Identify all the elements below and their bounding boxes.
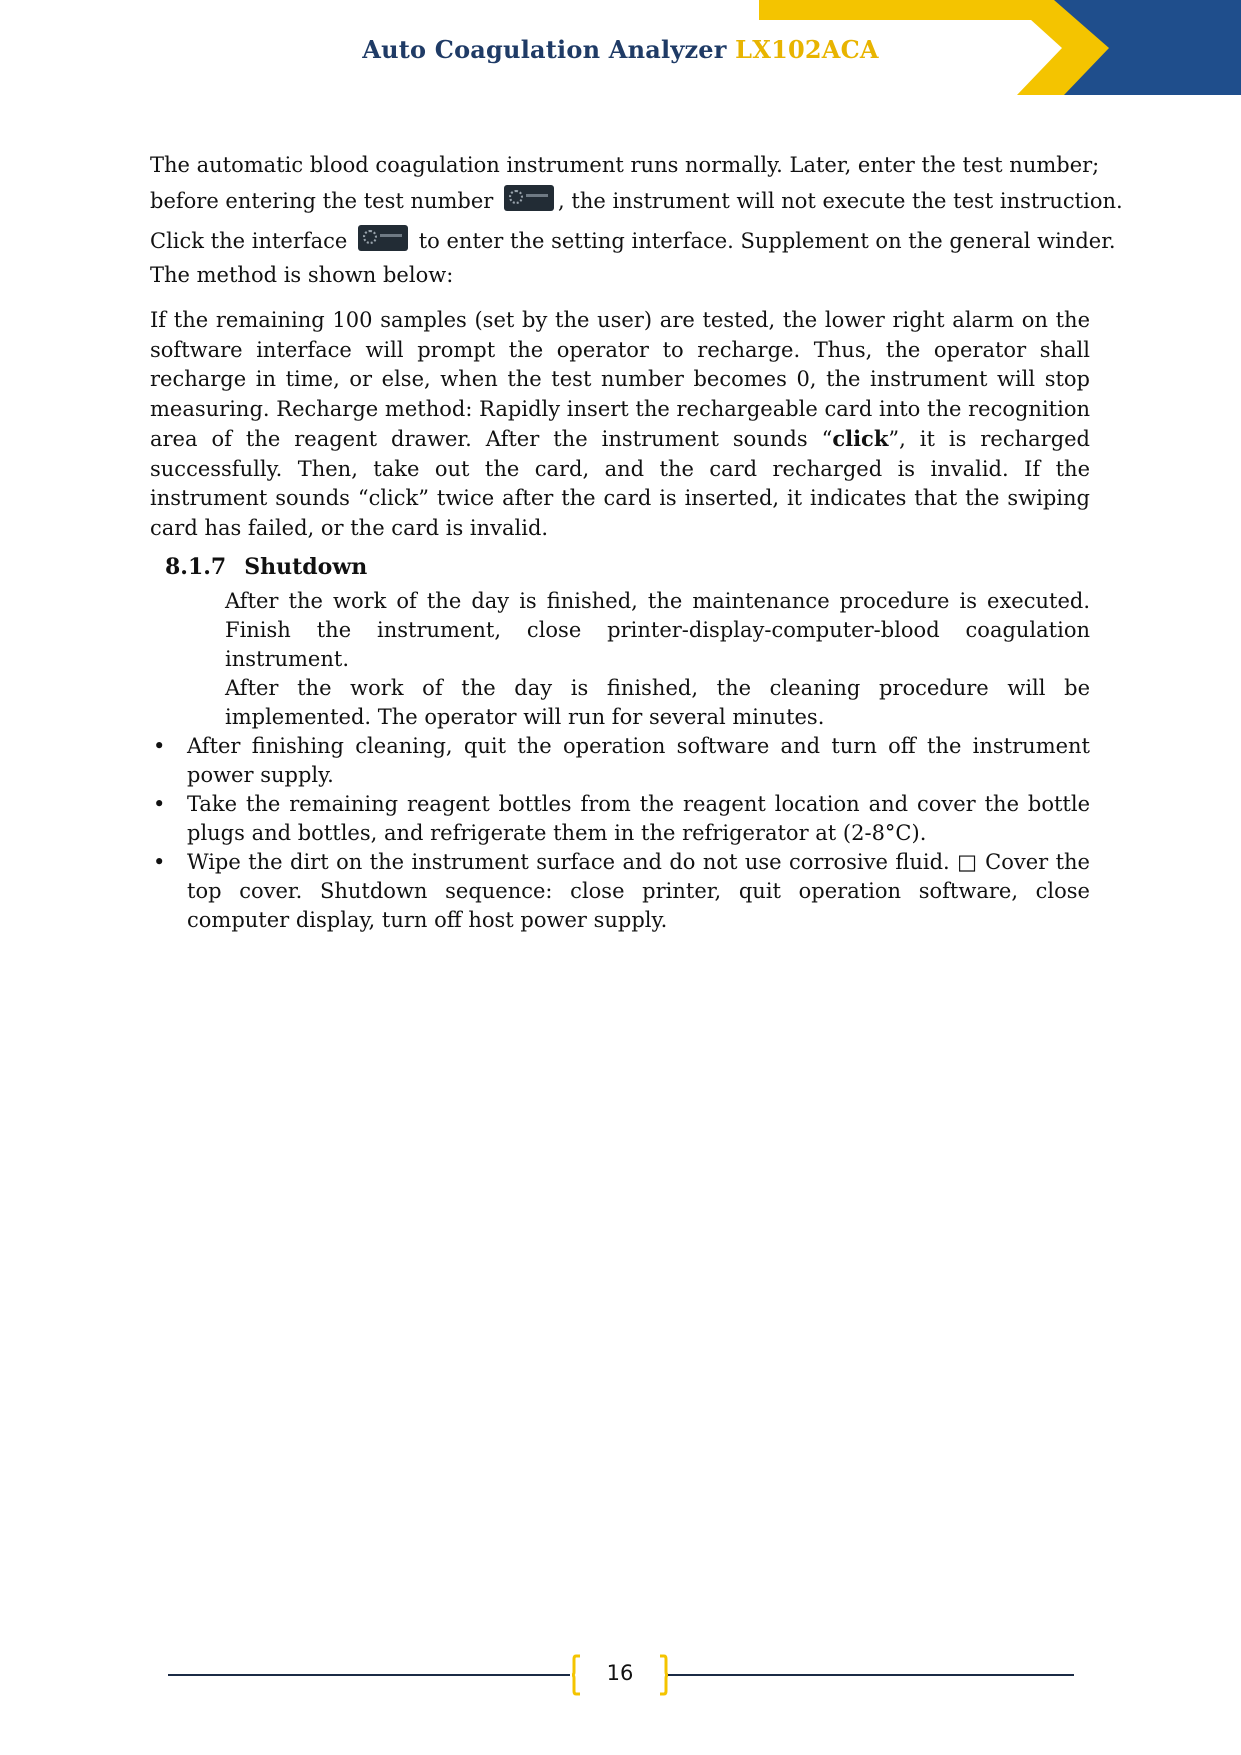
shutdown-paragraph-2: After the work of the day is finished, the cleaning procedure will be implemented. The operator will run for several minutes. <box>225 676 1090 729</box>
setting-button-icon <box>504 185 554 211</box>
header-product-name: Auto Coagulation Analyzer <box>362 35 727 64</box>
intro-line-1: The automatic blood coagulation instrument runs normally. Later, enter the test number; <box>150 153 1100 177</box>
footer-rule-right <box>668 1674 1074 1676</box>
section-number: 8.1.7 <box>165 554 227 580</box>
list-item: • After finishing cleaning, quit the operation software and turn off the instrument power supply. <box>153 734 1090 787</box>
header-model-number: LX102ACA <box>735 35 879 64</box>
bullet-icon: • <box>153 734 166 758</box>
shutdown-paragraph-1: After the work of the day is finished, the maintenance procedure is executed. Finish the instrument, close printer-display-computer-blood coagulation instrument. <box>225 589 1090 671</box>
left-bracket-icon <box>572 1654 581 1696</box>
shutdown-intro <box>225 587 1090 732</box>
footer-rule-left <box>168 1674 570 1676</box>
bullet-icon: • <box>153 792 166 816</box>
section-heading <box>165 554 367 580</box>
intro-line-2: before entering the test number , the instrument will not execute the test instruction. <box>150 181 1090 221</box>
right-bracket-icon <box>659 1654 668 1696</box>
intro-line-4: The method is shown below: <box>150 262 454 287</box>
section-title: Shutdown <box>244 554 368 580</box>
intro-paragraph <box>150 151 1123 290</box>
intro-line-3: Click the interface to enter the setting interface. Supplement on the general winder. <box>150 221 1090 261</box>
bullet-icon: • <box>153 850 166 874</box>
setting-button-icon <box>358 225 408 251</box>
list-item: • Wipe the dirt on the instrument surface and do not use corrosive fluid. □ Cover the top cover. Shutdown sequence: close printer, quit operation software, close computer display, turn off host power supply. <box>153 850 1090 932</box>
document-header-title <box>0 35 1241 64</box>
shutdown-bullet-list <box>150 732 1090 935</box>
list-item: • Take the remaining reagent bottles from the reagent location and cover the bottle plugs and bottles, and refrigerate them in the refrigerator at (2-8°C). <box>153 792 1090 845</box>
click-emphasis: click <box>832 426 889 451</box>
page-number: 16 <box>606 1661 634 1685</box>
recharge-paragraph: If the remaining 100 samples (set by the user) are tested, the lower right alarm on the software interface will prompt the operator to recharge. Thus, the operator shall recharge in time, or else, when the test number becomes 0, the instrument will stop measuring. Recharge method: Rapidly insert the rechargeable card into the recognition area of the reagent drawer. After the instrument sounds “click”, it is recharged successfully. Then, take out the card, and the card recharged is invalid. If the instrument sounds “click” twice after the card is inserted, it indicates that the swiping card has failed, or the card is invalid. <box>150 308 1091 540</box>
